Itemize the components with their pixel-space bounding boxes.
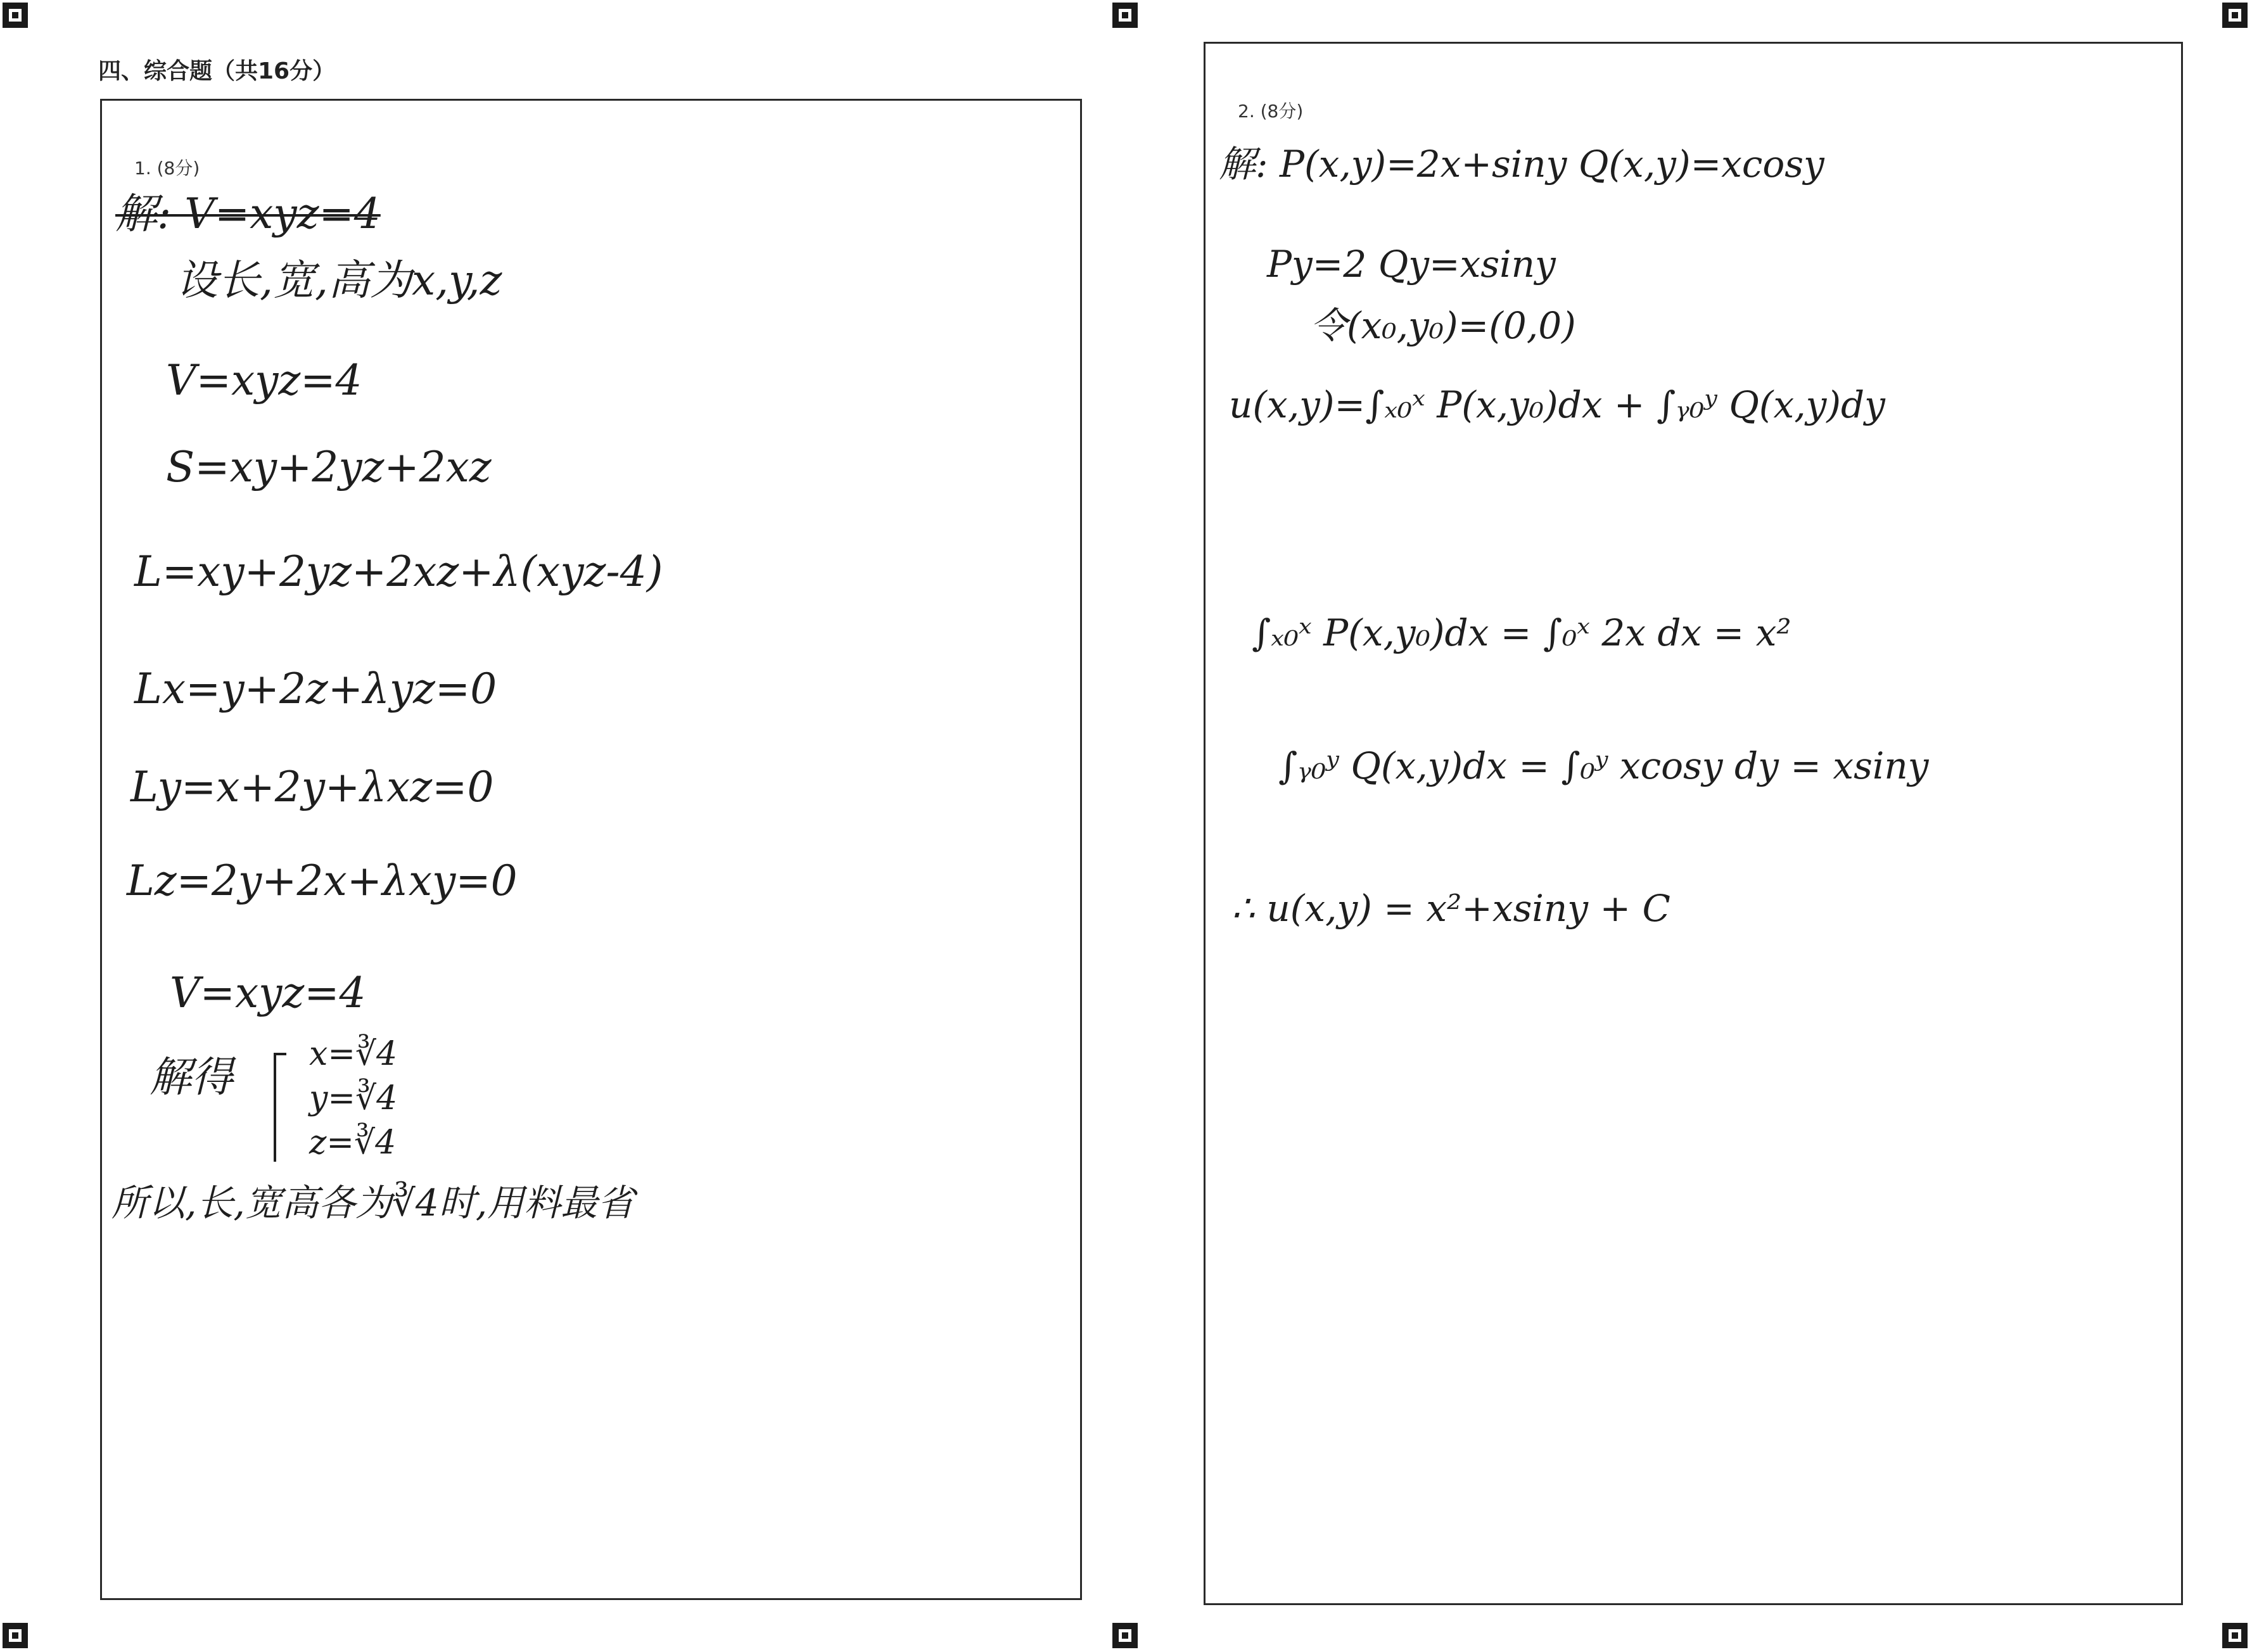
answer-box-question-1	[100, 99, 1082, 1600]
system-brace	[274, 1053, 286, 1162]
registration-mark-bottom-left	[3, 1623, 28, 1648]
handwritten-line: Py=2 Qy=xsiny	[1267, 243, 1556, 286]
handwritten-line: Lz=2y+2x+λxy=0	[127, 856, 518, 905]
handwritten-line: L=xy+2yz+2xz+λ(xyz-4)	[134, 547, 663, 596]
registration-mark-top-right	[2222, 3, 2248, 28]
registration-mark-bottom-right	[2222, 1623, 2248, 1648]
handwritten-line: 所以,长,宽高各为∛4时,用料最省	[111, 1181, 635, 1224]
handwritten-line: 令(x₀,y₀)=(0,0)	[1310, 304, 1576, 347]
handwritten-line: Ly=x+2y+λxz=0	[130, 763, 494, 811]
handwritten-line: ∫ᵧ₀ʸ Q(x,y)dx = ∫₀ʸ xcosy dy = xsiny	[1278, 744, 1929, 787]
solution-line: x=∛4	[309, 1035, 398, 1073]
handwritten-line: ∴ u(x,y) = x²+xsiny + C	[1231, 887, 1670, 930]
question-label: 1. (8分)	[134, 158, 200, 179]
handwritten-line: 解: P(x,y)=2x+siny Q(x,y)=xcosy	[1219, 143, 1824, 186]
handwritten-line: 解得	[149, 1053, 233, 1102]
solution-line: z=∛4	[309, 1124, 397, 1162]
solution-line: y=∛4	[309, 1079, 398, 1117]
question-label: 2. (8分)	[1238, 101, 1304, 122]
handwritten-line: 设长,宽,高为x,y,z	[176, 256, 502, 305]
handwritten-line: u(x,y)=∫ₓ₀ˣ P(x,y₀)dx + ∫ᵧ₀ʸ Q(x,y)dy	[1229, 383, 1885, 426]
registration-mark-top-left	[3, 3, 28, 28]
handwritten-line: Lx=y+2z+λyz=0	[134, 664, 497, 713]
handwritten-line: S=xy+2yz+2xz	[166, 443, 492, 492]
handwritten-line: V=xyz=4	[170, 969, 366, 1017]
handwritten-line: ∫ₓ₀ˣ P(x,y₀)dx = ∫₀ˣ 2x dx = x²	[1252, 611, 1791, 654]
handwritten-line: 解: V=xyz=4	[115, 189, 381, 238]
registration-mark-top-center	[1112, 3, 1138, 28]
registration-mark-bottom-center	[1112, 1623, 1138, 1648]
handwritten-line: V=xyz=4	[166, 356, 362, 405]
section-title: 四、综合题（共16分）	[98, 58, 336, 84]
